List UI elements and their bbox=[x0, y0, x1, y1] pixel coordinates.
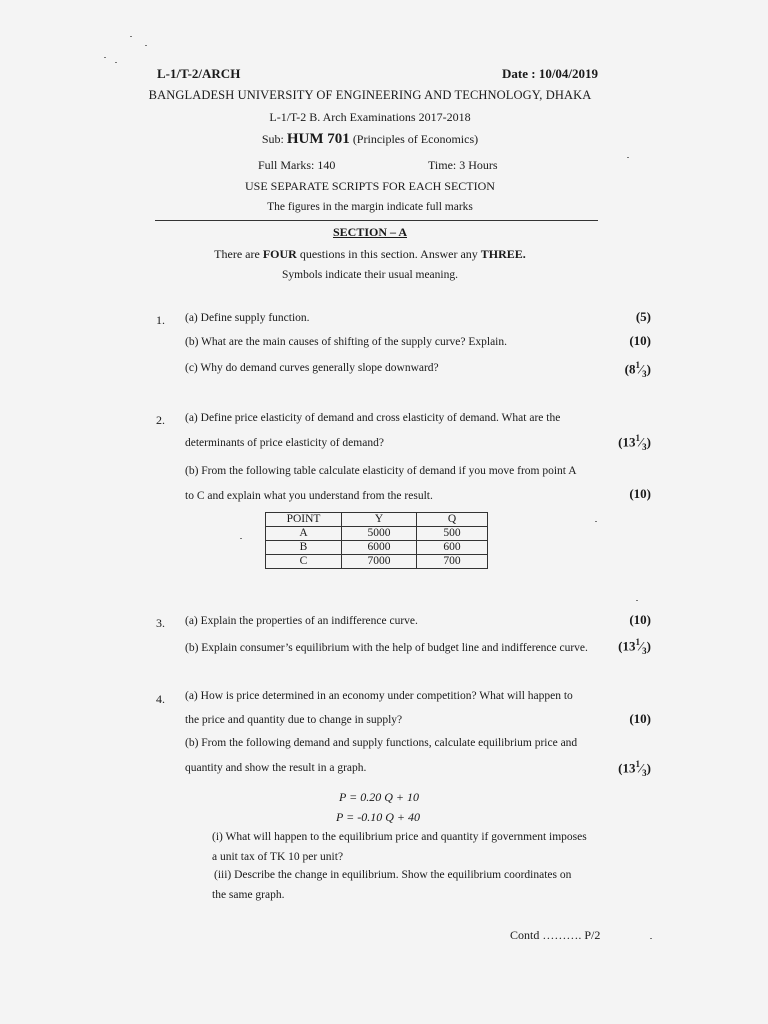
instr-three: THREE. bbox=[480, 247, 526, 261]
section-title: SECTION – A bbox=[332, 225, 408, 239]
marks-num: 1 bbox=[635, 433, 640, 443]
q2-a-marks: $(13^1⁄_3)$ bbox=[618, 433, 651, 452]
table-cell: A bbox=[266, 527, 342, 541]
q3-b-marks: $(13^1⁄_3)$ bbox=[618, 637, 651, 656]
scripts-note: USE SEPARATE SCRIPTS FOR EACH SECTION bbox=[245, 179, 495, 193]
q2-part-a-line1: (a) Define price elasticity of demand and cross elasticity of demand. What are the bbox=[185, 412, 561, 424]
q4-part-a-line1: (a) How is price determined in an economy under competition? What will happen to bbox=[185, 690, 573, 702]
margin-note: The figures in the margin indicate full marks bbox=[267, 201, 473, 213]
q3-part-a: (a) Explain the properties of an indifference curve. bbox=[185, 615, 418, 627]
q2-part-a-line2: determinants of price elasticity of demand? bbox=[185, 437, 384, 449]
q4-part-b-line1: (b) From the following demand and supply functions, calculate equilibrium price and bbox=[185, 737, 578, 749]
instr-pre: There are bbox=[214, 247, 263, 261]
course-code: L-1/T-2/ARCH bbox=[157, 66, 241, 81]
scan-speck bbox=[130, 36, 132, 37]
q2-part-b-line2: to C and explain what you understand from the result. bbox=[185, 490, 433, 502]
marks-num: 1 bbox=[635, 759, 640, 769]
table-header-row bbox=[266, 513, 488, 527]
scan-speck bbox=[115, 62, 117, 63]
q4-b-marks: $(13^1⁄_3)$ bbox=[618, 759, 651, 778]
table-header: Y bbox=[342, 513, 417, 527]
question-number: 2. bbox=[156, 413, 165, 427]
q4-part-b-line2: quantity and show the result in a graph. bbox=[185, 762, 367, 774]
table-cell: 5000 bbox=[342, 527, 417, 541]
table-row bbox=[266, 527, 488, 541]
question-number: 3. bbox=[156, 616, 165, 630]
marks-num: 1 bbox=[635, 360, 640, 370]
subject-prefix: Sub: bbox=[261, 132, 287, 146]
table-cell: B bbox=[266, 541, 342, 555]
question-number: 1. bbox=[156, 313, 165, 327]
scan-speck bbox=[636, 600, 638, 601]
table-cell: 600 bbox=[417, 541, 488, 555]
marks-int: 13 bbox=[622, 760, 636, 776]
instr-mid: questions in this section. Answer any bbox=[296, 247, 481, 261]
full-marks: Full Marks: 140 bbox=[258, 158, 336, 172]
q4-sub-i-line1: (i) What will happen to the equilibrium price and quantity if government imposes bbox=[212, 831, 587, 843]
q1-a-marks: (5) bbox=[635, 309, 651, 324]
demand-equation: P = -0.10 Q + 40 bbox=[336, 810, 420, 824]
q4-part-a-line2: the price and quantity due to change in supply? bbox=[185, 714, 403, 726]
q4-sub-iii-line2: the same graph. bbox=[212, 889, 285, 901]
exam-date: Date : 10/04/2019 bbox=[502, 66, 599, 81]
subject-code: HUM 701 bbox=[286, 131, 350, 147]
q4-sub-iii-line1: (iii) Describe the change in equilibrium. Show the equilibrium coordinates on bbox=[214, 869, 572, 881]
question-number: 4. bbox=[156, 692, 165, 706]
university-name: BANGLADESH UNIVERSITY OF ENGINEERING AND TECHNOLOGY, DHAKA bbox=[148, 88, 592, 102]
exam-time: Time: 3 Hours bbox=[428, 158, 498, 172]
instr-four: FOUR bbox=[262, 247, 297, 261]
elasticity-table bbox=[265, 512, 488, 569]
q3-a-marks: (10) bbox=[629, 612, 651, 627]
exam-title: L-1/T-2 B. Arch Examinations 2017-2018 bbox=[269, 110, 471, 124]
table-cell: 7000 bbox=[342, 555, 417, 569]
continued-note: Contd ………. P/2 bbox=[510, 928, 601, 942]
marks-int: 13 bbox=[622, 434, 636, 450]
marks-den: 3 bbox=[642, 767, 647, 778]
q1-part-b: (b) What are the main causes of shifting of the supply curve? Explain. bbox=[185, 336, 508, 348]
q1-part-a: (a) Define supply function. bbox=[185, 312, 310, 324]
symbols-note: Symbols indicate their usual meaning. bbox=[282, 269, 458, 281]
subject-line bbox=[0, 131, 740, 148]
marks-int: 8 bbox=[628, 361, 636, 377]
section-instructions bbox=[0, 247, 740, 262]
subject-name: (Principles of Economics) bbox=[349, 132, 479, 146]
marks-num: 1 bbox=[635, 637, 640, 647]
table-cell: 6000 bbox=[342, 541, 417, 555]
marks-den: 3 bbox=[642, 645, 647, 656]
q2-part-b-line1: (b) From the following table calculate elasticity of demand if you move from point A bbox=[185, 465, 577, 477]
scan-speck bbox=[240, 538, 242, 539]
marks-den: 3 bbox=[642, 368, 647, 379]
q4-sub-i-line2: a unit tax of TK 10 per unit? bbox=[212, 851, 344, 863]
marks-int: 13 bbox=[622, 638, 636, 654]
scan-speck bbox=[104, 57, 106, 58]
supply-equation: P = 0.20 Q + 10 bbox=[339, 790, 419, 804]
marks-den: 3 bbox=[642, 441, 647, 452]
table-cell: C bbox=[266, 555, 342, 569]
table-cell: 500 bbox=[417, 527, 488, 541]
q2-b-marks: (10) bbox=[629, 486, 651, 501]
table-row bbox=[266, 555, 488, 569]
scan-speck bbox=[650, 938, 652, 939]
header-divider bbox=[155, 220, 598, 221]
q4-a-marks: (10) bbox=[629, 711, 651, 726]
scan-speck bbox=[627, 157, 629, 158]
q3-part-b: (b) Explain consumer’s equilibrium with the help of budget line and indifference curve. bbox=[185, 642, 588, 654]
scan-speck bbox=[595, 521, 597, 522]
q1-b-marks: (10) bbox=[629, 333, 651, 348]
q1-c-marks: $(8^1⁄_3)$ bbox=[624, 360, 651, 379]
table-cell: 700 bbox=[417, 555, 488, 569]
q1-part-c: (c) Why do demand curves generally slope downward? bbox=[185, 362, 439, 374]
table-header: POINT bbox=[266, 513, 342, 527]
scan-speck bbox=[145, 45, 147, 46]
table-header: Q bbox=[417, 513, 488, 527]
table-row bbox=[266, 541, 488, 555]
